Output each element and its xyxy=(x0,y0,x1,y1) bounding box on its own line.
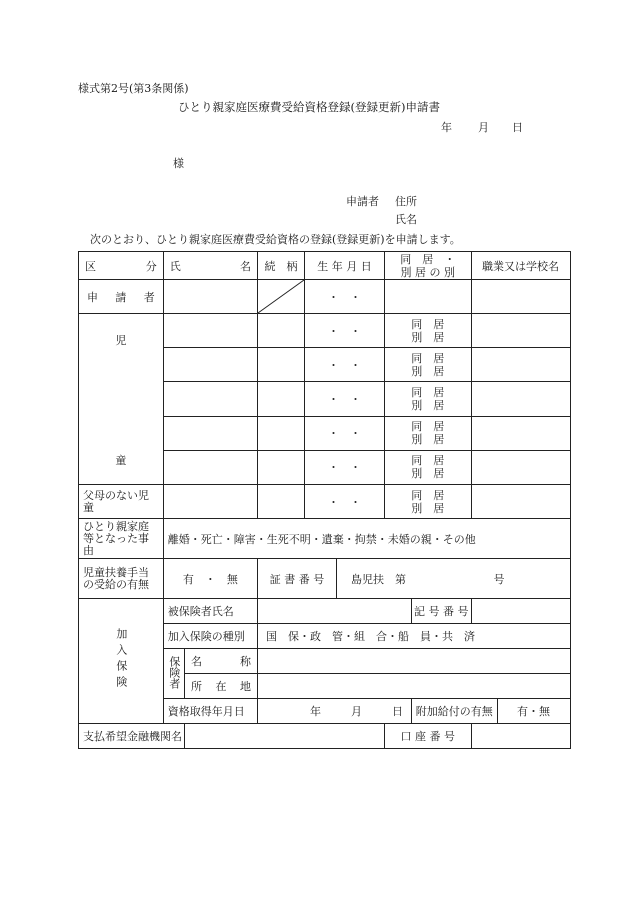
insured-name-field[interactable] xyxy=(258,599,412,624)
application-table xyxy=(78,251,571,749)
insurer-address-label: 所 在 地 xyxy=(185,674,258,699)
orphan-cohab[interactable]: 同 居 別 居 xyxy=(385,485,472,519)
child-2-cohab[interactable]: 同 居 別 居 xyxy=(385,348,472,382)
child-3-birthdate[interactable]: ・ ・ xyxy=(305,382,385,416)
child-row-label xyxy=(79,314,164,485)
child-4-occupation[interactable] xyxy=(471,416,570,450)
child-4-cohab[interactable]: 同 居 別 居 xyxy=(385,416,472,450)
applicant-row-label: 申 請 者 xyxy=(79,280,164,314)
reason-options[interactable]: 離婚・死亡・障害・生死不明・遺棄・拘禁・未婚の親・その他 xyxy=(163,519,570,559)
cert-number-label: 証 書 番 号 xyxy=(258,559,337,599)
account-number-label: 口 座 番 号 xyxy=(385,724,472,749)
child-2-name[interactable] xyxy=(163,348,257,382)
acquisition-date-field[interactable]: 年 月 日 xyxy=(258,699,412,724)
child-2-relation[interactable] xyxy=(258,348,305,382)
symbol-number-label: 記 号 番 号 xyxy=(412,599,472,624)
insurer-address-field[interactable] xyxy=(258,674,571,699)
additional-benefit-options[interactable]: 有・無 xyxy=(497,699,570,724)
addressee-suffix: 様 xyxy=(173,157,184,170)
child-5-name[interactable] xyxy=(163,450,257,484)
child-1-name[interactable] xyxy=(163,314,257,348)
cert-prefix: 島児扶 第 xyxy=(351,572,406,586)
applicant-name-cell[interactable] xyxy=(163,280,257,314)
insurance-row-label: 加入保険 xyxy=(79,599,164,724)
child-label-top: 児 xyxy=(115,334,127,347)
child-5-cohab[interactable]: 同 居 別 居 xyxy=(385,450,472,484)
applicant-birthdate-cell[interactable]: ・ ・ xyxy=(305,280,385,314)
child-1-occupation[interactable] xyxy=(471,314,570,348)
allowance-options[interactable]: 有 ・ 無 xyxy=(163,559,257,599)
insurance-type-options[interactable]: 国 保・政 管・組 合・船 員・共 済 xyxy=(258,624,571,649)
date-day-label: 日 xyxy=(512,121,523,134)
insurer-label: 保険者 xyxy=(163,649,184,699)
cert-number-field[interactable] xyxy=(337,559,571,599)
header-cohab-line1: 同 居 ・ xyxy=(400,252,456,266)
account-number-field[interactable] xyxy=(471,724,570,749)
child-3-name[interactable] xyxy=(163,382,257,416)
applicant-cohab-cell[interactable] xyxy=(385,280,472,314)
child-2-birthdate[interactable]: ・ ・ xyxy=(305,348,385,382)
orphan-relation[interactable] xyxy=(258,485,305,519)
child-4-relation[interactable] xyxy=(258,416,305,450)
date-year-label: 年 xyxy=(441,121,452,134)
child-5-occupation[interactable] xyxy=(471,450,570,484)
child-label-bottom: 童 xyxy=(115,454,127,467)
child-1-relation[interactable] xyxy=(258,314,305,348)
address-label: 住所 xyxy=(395,195,417,208)
date-month-label: 月 xyxy=(478,121,489,134)
child-3-cohab[interactable]: 同 居 別 居 xyxy=(385,382,472,416)
child-1-birthdate[interactable]: ・ ・ xyxy=(305,314,385,348)
acquisition-date-label: 資格取得年月日 xyxy=(163,699,257,724)
child-3-relation[interactable] xyxy=(258,382,305,416)
insurance-type-label: 加入保険の種別 xyxy=(163,624,257,649)
symbol-number-field[interactable] xyxy=(471,599,570,624)
additional-benefit-label: 附加給付の有無 xyxy=(412,699,498,724)
header-occupation: 職業又は学校名 xyxy=(471,252,570,280)
cert-suffix: 号 xyxy=(493,572,505,586)
child-4-birthdate[interactable]: ・ ・ xyxy=(305,416,385,450)
applicant-label: 申請者 xyxy=(346,195,379,208)
reason-row-label: ひとり親家庭等となった事由 xyxy=(79,519,164,559)
insurer-name-field[interactable] xyxy=(258,649,571,674)
name-label: 氏名 xyxy=(395,213,417,226)
child-3-occupation[interactable] xyxy=(471,382,570,416)
orphan-row-label: 父母のない児 童 xyxy=(79,485,164,519)
insurer-name-label: 名 称 xyxy=(185,649,258,674)
applicant-relation-diagonal xyxy=(258,280,305,314)
header-birthdate: 生 年 月 日 xyxy=(305,252,385,280)
bank-field[interactable] xyxy=(185,724,385,749)
child-2-occupation[interactable] xyxy=(471,348,570,382)
header-cohab-line2: 別 居 の 別 xyxy=(400,265,455,279)
orphan-birthdate[interactable]: ・ ・ xyxy=(305,485,385,519)
bank-label: 支払希望金融機関名 xyxy=(79,724,185,749)
header-relation: 続 柄 xyxy=(258,252,305,280)
child-5-birthdate[interactable]: ・ ・ xyxy=(305,450,385,484)
orphan-occupation[interactable] xyxy=(471,485,570,519)
application-statement: 次のとおり、ひとり親家庭医療費受給資格の登録(登録更新)を申請します。 xyxy=(90,233,461,246)
orphan-name[interactable] xyxy=(163,485,257,519)
applicant-occupation-cell[interactable] xyxy=(471,280,570,314)
header-cohabitation xyxy=(385,252,472,280)
header-name: 氏 名 xyxy=(163,252,257,280)
insured-name-label: 被保険者氏名 xyxy=(163,599,257,624)
child-5-relation[interactable] xyxy=(258,450,305,484)
header-category: 区 分 xyxy=(79,252,164,280)
child-1-cohab[interactable]: 同 居 別 居 xyxy=(385,314,472,348)
allowance-row-label: 児童扶養手当の受給の有無 xyxy=(79,559,164,599)
child-4-name[interactable] xyxy=(163,416,257,450)
form-number: 様式第2号(第3条関係) xyxy=(78,82,189,95)
form-title: ひとり親家庭医療費受給資格登録(登録更新)申請書 xyxy=(178,100,440,114)
